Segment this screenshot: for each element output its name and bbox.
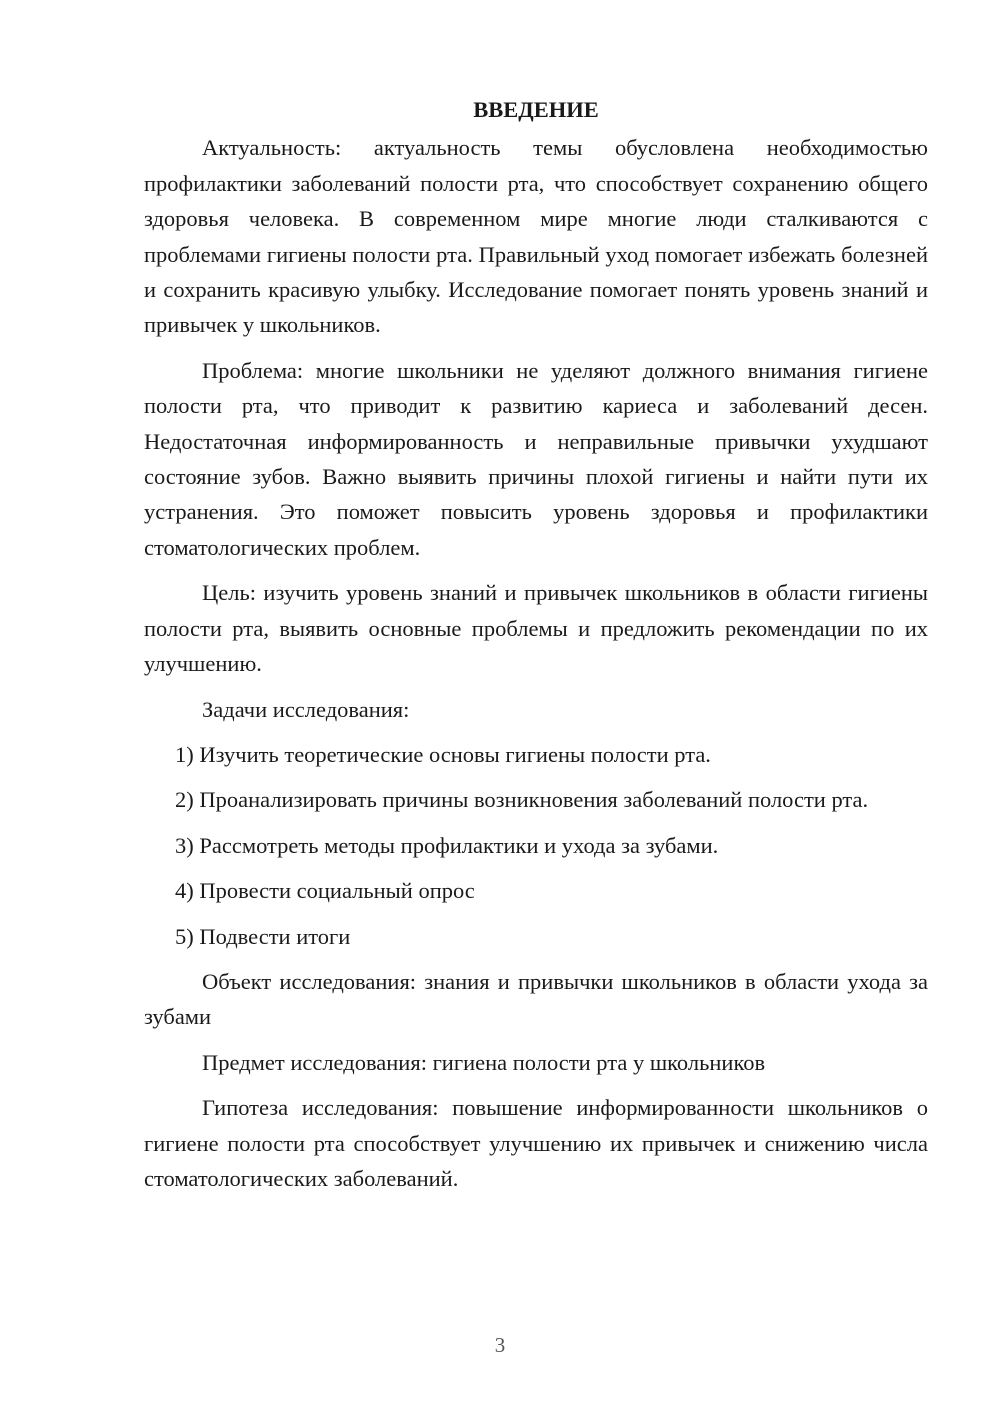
- task-item-2: 2) Проанализировать причины возникновения заболеваний полости рта.: [175, 787, 869, 813]
- page-number: 3: [494, 1333, 506, 1357]
- paragraph-goal: Цель: изучить уровень знаний и привычек школьников в области гигиены полости рта, выявить основные проблемы и предложить рекомендации по их улучшению.: [144, 580, 928, 677]
- paragraph-subject: Предмет исследования: гигиена полости рта у школьников: [202, 1049, 766, 1075]
- task-item-3: 3) Рассмотреть методы профилактики и ухода за зубами.: [175, 832, 719, 858]
- section-title: ВВЕДЕНИЕ: [473, 97, 599, 122]
- paragraph-relevance: Актуальность: актуальность темы обусловлена необходимостью профилактики заболеваний полости рта, что способствует сохранению общего здоровья человека. В современном мире многие люди сталкиваются с проблемами гигиены полости рта. Правильный уход помогает избежать болезней и сохранить красивую улыбку. Исследование помогает понять уровень знаний и привычек у школьников.: [144, 135, 928, 338]
- paragraph-tasks-heading: Задачи исследования:: [202, 696, 410, 722]
- document-page: [144, 92, 928, 1206]
- paragraph-hypothesis: Гипотеза исследования: повышение информированности школьников о гигиене полости рта способствует улучшению их привычек и снижению числа стоматологических заболеваний.: [144, 1095, 928, 1191]
- task-item-5: 5) Подвести итоги: [175, 923, 351, 949]
- paragraph-object: Объект исследования: знания и привычки школьников в области ухода за зубами: [144, 968, 928, 1030]
- paragraph-problem: Проблема: многие школьники не уделяют должного внимания гигиене полости рта, что приводит к развитию кариеса и заболеваний десен. Недостаточная информированность и неправильные привычки ухудшают состояние зубов. Важно выявить причины плохой гигиены и найти пути их устранения. Это поможет повысить уровень здоровья и профилактики стоматологических проблем.: [144, 357, 928, 560]
- task-item-4: 4) Провести социальный опрос: [175, 878, 475, 904]
- task-item-1: 1) Изучить теоретические основы гигиены полости рта.: [175, 741, 711, 767]
